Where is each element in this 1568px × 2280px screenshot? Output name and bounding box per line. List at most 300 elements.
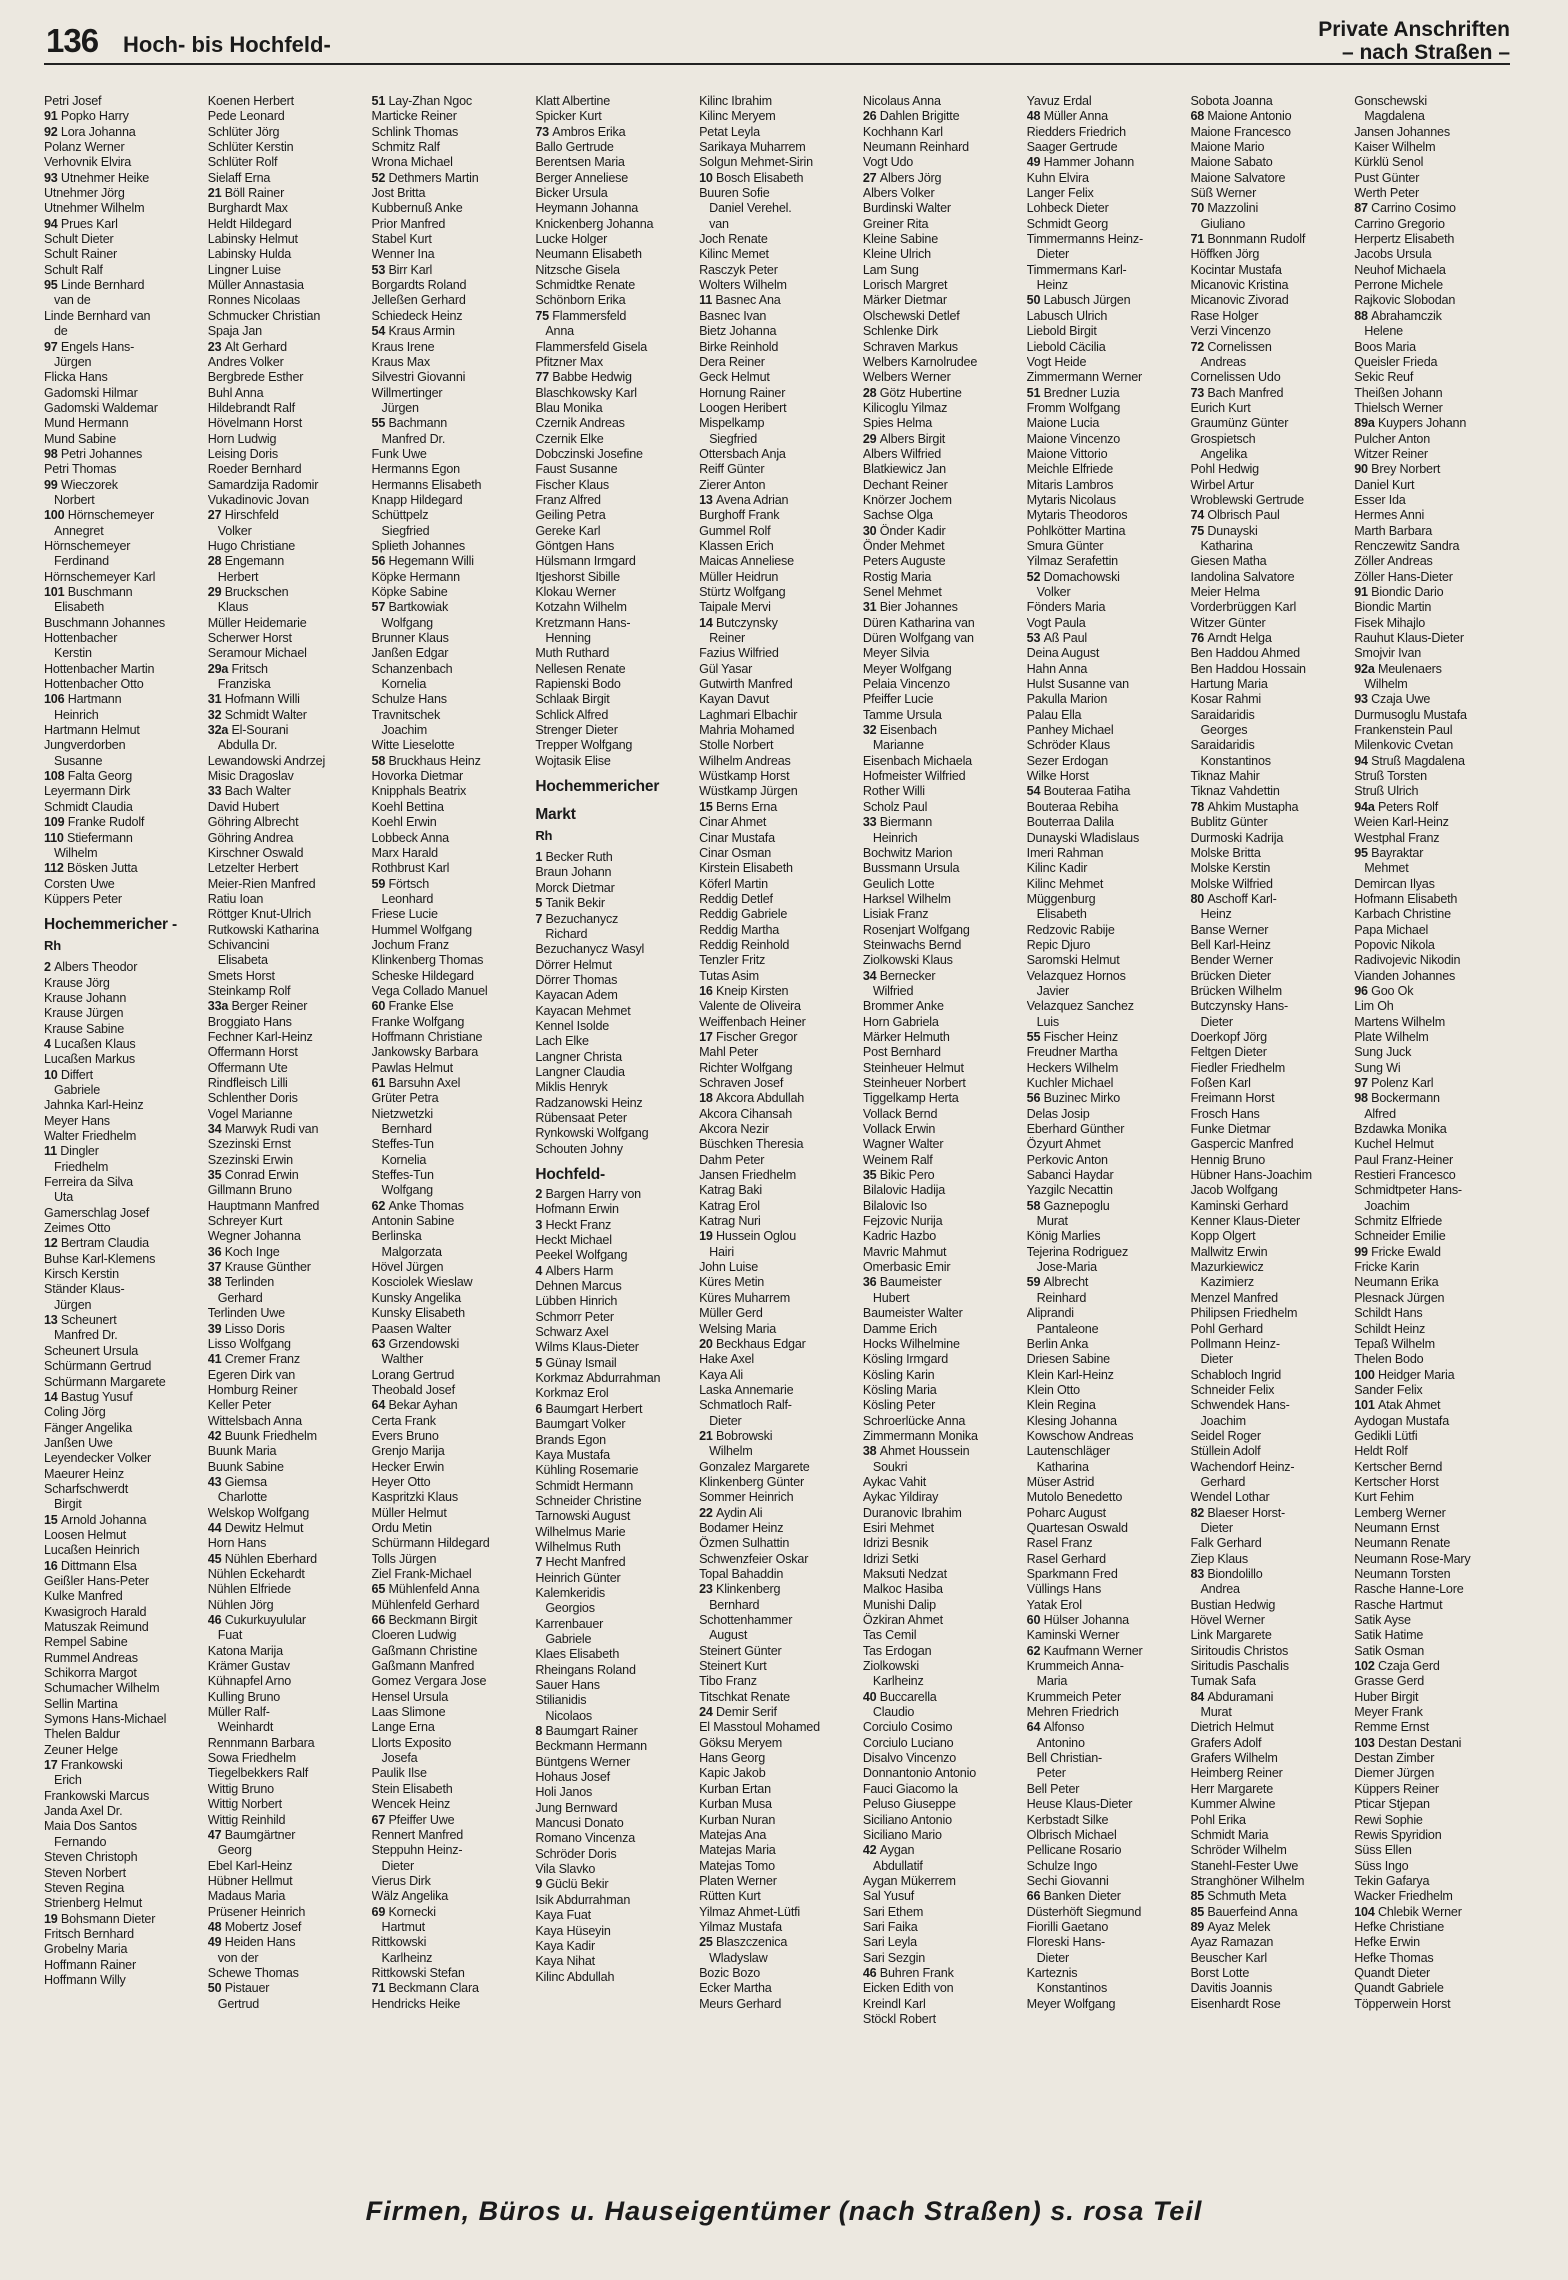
list-item: Herpertz Elisabeth [1354,232,1455,247]
list-item: Tutas Asim [699,968,759,983]
list-item: Peekel Wolfgang [535,1248,628,1263]
list-item: Stürtz Wolfgang [699,585,786,599]
list-item: Kosciolek Wieslaw [371,1275,473,1290]
list-item-continuation: Henning [545,631,591,646]
house-number: 17 [44,1758,61,1773]
list-item: Pohl Erika [1190,1812,1246,1827]
list-item: Müller Ralf- [207,1705,270,1720]
house-number: 80 [1190,891,1208,906]
list-item: 102 Czaja Gerd [1354,1659,1440,1674]
list-item: 16 Kneip Kirsten [699,983,789,998]
list-item: Kösling Karin [862,1367,935,1382]
list-item: Neumann Renate [1354,1536,1451,1551]
list-item: Krummeich Peter [1026,1689,1121,1704]
house-number: 106 [44,692,68,707]
list-item: Göntgen Hans [535,538,615,553]
list-item: Eisenbach Michaela [862,753,972,768]
list-item: Pellicane Rosario [1026,1843,1122,1858]
list-item: Gül Yasar [699,661,753,676]
list-item: Dera Reiner [699,354,765,369]
list-item: Durmoski Kadrija [1190,830,1284,845]
list-item: Fiorilli Gaetano [1026,1919,1109,1934]
list-item: Lohbeck Dieter [1026,201,1109,216]
list-item-continuation: Heinrich [872,830,918,845]
list-item: Fazius Wilfried [699,646,779,661]
list-item-continuation: Murat [1036,1214,1068,1229]
house-number: 64 [1026,1720,1044,1735]
list-item: Falk Gerhard [1190,1536,1262,1551]
list-item: Maione Francesco [1190,124,1291,139]
list-item-continuation: Joachim [381,723,428,738]
list-item-continuation: Uta [54,1190,73,1205]
house-number: 70 [1190,201,1208,216]
list-item: Steven Norbert [44,1865,126,1880]
list-item: 12 Bertram Claudia [44,1236,149,1251]
list-item: Zeuner Helge [44,1742,118,1757]
list-item: 39 Lisso Doris [207,1321,285,1336]
list-item: Reddig Reinhold [699,937,790,952]
list-item: Geck Helmut [699,370,770,385]
list-item: Klinkenberg Günter [699,1474,805,1489]
list-item: 69 Kornecki [371,1904,436,1919]
list-item: Berger Anneliese [535,170,629,185]
list-item: Micanovic Kristina [1190,278,1289,293]
section-title [1318,18,1510,64]
list-item: Schmitz Elfriede [1354,1214,1443,1229]
house-number: 19 [699,1229,717,1244]
list-item: Göhring Albrecht [207,815,299,830]
list-item: Hövelmann Horst [207,416,303,431]
list-item: Bietz Johanna [699,324,777,339]
list-item: Davitis Joannis [1190,1981,1273,1996]
list-item-continuation: Murat [1200,1705,1232,1720]
list-item-continuation: Claudio [872,1705,915,1720]
house-number: 60 [1026,1613,1044,1628]
list-item: Janßen Uwe [44,1435,113,1450]
list-item: 77 Babbe Hedwig [535,370,632,385]
list-item: Hefke Thomas [1354,1950,1434,1965]
list-item: 49 Heiden Hans [207,1935,296,1950]
list-item: Fiedler Friedhelm [1190,1060,1286,1075]
list-item: Krause Johann [44,990,127,1005]
list-item: Welskop Wolfgang [207,1505,310,1520]
list-item-continuation: Reinhard [1036,1290,1087,1305]
list-item: Fisek Mihajlo [1354,615,1426,630]
directory-column-1 [44,94,202,2184]
list-item: Steppuhn Heinz- [371,1843,463,1858]
list-item: 45 Nühlen Eberhard [207,1551,317,1566]
list-item: Janda Axel Dr. [44,1804,123,1819]
list-item: Papa Michael [1354,922,1429,937]
house-number: 77 [535,370,553,385]
list-item: Schwendek Hans- [1190,1398,1290,1413]
list-item: Cloeren Ludwig [371,1628,457,1643]
list-item: Joch Renate [699,232,768,247]
house-number: 76 [1190,631,1208,646]
house-number: 49 [1026,155,1044,170]
list-item: Koehl Bettina [371,799,444,814]
list-item: Vierus Dirk [371,1873,431,1888]
house-number: 10 [699,170,717,185]
list-item: Burdinski Walter [862,201,951,216]
list-item: Sparkmann Fred [1026,1567,1118,1581]
list-item: Ziep Klaus [1190,1551,1248,1566]
list-item: 47 Baumgärtner [207,1827,296,1842]
list-item: Vollack Bernd [862,1106,938,1121]
list-item: Hans Georg [699,1751,766,1766]
list-item: Welbers Werner [862,370,951,385]
list-item: Steinwachs Bernd [862,937,962,952]
list-item: 108 Falta Georg [44,769,133,784]
house-number: 55 [371,416,389,431]
list-item: Hermanns Elisabeth [371,477,482,492]
list-item: Kleine Sabine [862,232,938,247]
list-item: Kosar Rahmi [1190,692,1262,707]
list-item: Heldt Hildegard [207,216,292,231]
list-item: Rempel Sabine [44,1635,128,1650]
list-item: Brücken Dieter [1190,968,1271,983]
house-number: 54 [1026,784,1044,799]
list-item: Samardzija Radomir [207,477,319,492]
list-item: Liebold Cäcilia [1026,339,1106,354]
list-item: Thelen Bodo [1354,1352,1424,1367]
list-item: Schult Rainer [44,247,117,262]
list-item: Llorts Exposito [371,1735,452,1750]
list-item: Hermes Anni [1354,508,1425,523]
house-number: 14 [44,1389,61,1404]
list-item: 58 Gaznepoglu [1026,1198,1110,1213]
list-item: Zimmermann Monika [862,1428,978,1443]
list-item: Vorderbrüggen Karl [1190,600,1297,615]
list-item: 56 Buzinec Mirko [1026,1091,1121,1106]
house-number: 69 [371,1904,389,1919]
list-item: 83 Biondolillo [1190,1567,1263,1581]
list-item: Meyer Wolfgang [1026,1996,1116,2011]
list-item: 96 Goo Ok [1354,983,1414,998]
house-number: 36 [862,1275,880,1290]
house-number: 50 [1026,293,1044,308]
list-item: Gamerschlag Josef [44,1205,150,1220]
list-item-continuation: van [709,216,729,231]
list-item: Küres Muharrem [699,1290,791,1305]
list-item: Rittkowski [371,1935,427,1950]
list-item: Pohl Hedwig [1190,462,1259,477]
list-item-continuation: Ferdinand [54,554,109,569]
list-item: 15 Arnold Johanna [44,1512,147,1527]
house-number: 44 [207,1520,225,1535]
house-number: 16 [699,983,717,998]
list-item: 53 Aß Paul [1026,631,1087,646]
list-item: 18 Akcora Abdullah [699,1091,805,1106]
list-item: 73 Ambros Erika [535,124,626,139]
house-number: 90 [1354,462,1372,477]
list-item: Labinsky Helmut [207,232,298,247]
list-item: Lam Sung [862,262,919,277]
list-item: Yilmaz Mustafa [699,1919,782,1934]
list-item: Morck Dietmar [535,880,615,895]
list-item: Bublitz Günter [1190,815,1268,830]
list-item: 26 Dahlen Brigitte [862,109,960,124]
street-heading: Hochfeld- [535,1166,605,1183]
list-item: Hottenbacher Martin [44,661,155,676]
list-item-continuation: Reiner [709,631,746,646]
list-item: Ziolkowski [862,1659,919,1674]
list-item: Hövel Werner [1190,1613,1265,1628]
list-item: Fejzovic Nurija [862,1214,943,1229]
list-item: Molske Wilfried [1190,876,1273,891]
list-item: Olschewski Detlef [862,308,960,323]
list-item: Grenjo Marija [371,1444,445,1459]
list-item: Meyer Frank [1354,1705,1423,1720]
house-number: 37 [207,1260,225,1275]
list-item: Mytaris Theodoros [1026,508,1128,523]
list-item: Idrizi Besnik [862,1536,929,1551]
list-item: Lucke Holger [535,232,608,247]
list-item: Kretzmann Hans- [535,615,631,630]
list-item: Jacob Wolfgang [1190,1183,1278,1198]
house-number: 58 [1026,1198,1044,1213]
list-item: Meyer Wolfgang [862,661,952,676]
house-number: 99 [44,477,61,492]
house-number: 24 [699,1705,717,1720]
list-item: Pelaia Vincenzo [862,677,950,692]
list-item: Stein Elisabeth [371,1781,453,1796]
list-item: Seidel Roger [1190,1428,1261,1443]
list-item: 72 Cornelissen [1190,339,1272,354]
list-item: Polanz Werner [44,140,125,155]
list-item: Hildebrandt Ralf [207,400,295,415]
list-item-continuation: Volker [1036,585,1071,599]
list-item: Jansen Friedhelm [699,1168,797,1183]
list-item: Mytaris Nicolaus [1026,492,1116,507]
list-item-continuation: Helene [1364,324,1403,339]
list-item: Röttger Knut-Ulrich [207,907,312,922]
house-number: 65 [371,1582,389,1597]
list-item: Schult Ralf [44,262,103,277]
list-item: Schulze Hans [371,692,447,707]
list-item: Kayacan Mehmet [535,1003,631,1018]
list-item: Grafers Wilhelm [1190,1751,1278,1766]
house-number: 42 [862,1843,880,1858]
list-item: Hendricks Heike [371,1996,461,2011]
list-item: Jochum Franz [371,937,449,952]
list-item: 11 Basnec Ana [699,293,781,308]
list-item: Witzer Reiner [1354,446,1428,461]
list-item: Hohaus Josef [535,1770,610,1785]
list-item-continuation: Dieter [1036,1950,1070,1965]
list-item: 14 Butczynsky [699,615,778,630]
list-item: Mehren Friedrich [1026,1705,1119,1720]
list-item: Schneider Emilie [1354,1229,1446,1244]
list-item: 75 Dunayski [1190,523,1258,538]
list-item: 112 Bösken Jutta [44,861,138,876]
list-item: 97 Engels Hans- [44,339,135,354]
list-item: Bender Werner [1190,953,1274,968]
list-item: Lange Erna [371,1720,435,1735]
list-item: Steinert Günter [699,1643,782,1658]
list-item: Kennel Isolde [535,1018,610,1033]
list-item: Schlüter Rolf [207,155,278,170]
list-item: 50 Pistauer [207,1981,270,1996]
list-item: El Masstoul Mohamed [699,1720,820,1735]
list-item: Aygan Mükerrem [862,1873,956,1888]
list-item: 4 Lucaßen Klaus [44,1036,136,1051]
header-rule [44,63,1510,65]
list-item: Meier Helma [1190,585,1260,599]
house-number: 28 [207,554,225,569]
list-item: Wilke Horst [1026,769,1089,784]
list-item: Klokau Werner [535,585,616,599]
list-item: Titschkat Renate [699,1689,790,1704]
list-item-continuation: Norbert [54,492,95,507]
list-item: Leyermann Dirk [44,784,131,799]
list-item: Hülsmann Irmgard [535,554,636,569]
list-item: 49 Hammer Johann [1026,155,1135,170]
list-item: Schmorr Peter [535,1309,614,1324]
list-item: Coling Jörg [44,1405,106,1420]
list-item: Topal Bahaddin [699,1567,784,1581]
list-item: Geißler Hans-Peter [44,1573,149,1588]
house-number: 57 [371,600,389,615]
list-item: Pohlkötter Martina [1026,523,1126,538]
list-item: Kühnapfel Arno [207,1674,292,1689]
list-item: Hövel Jürgen [371,1260,444,1275]
list-item: Bergbrede Esther [207,370,304,385]
list-item: Riedders Friedrich [1026,124,1126,139]
list-item: Frankenstein Paul [1354,723,1453,738]
list-item: Rindfleisch Lilli [207,1076,288,1090]
list-item: Katrag Baki [699,1183,763,1198]
house-number: 92a [1354,661,1378,676]
list-item: Müser Astrid [1026,1474,1095,1489]
house-number: 7 [535,911,546,926]
list-item: Doerkopf Jörg [1190,1029,1267,1044]
list-item: Funke Dietmar [1190,1122,1271,1137]
list-item: 50 Labusch Jürgen [1026,293,1131,308]
list-item: Franz Alfred [535,492,601,507]
list-item: Durmusoglu Mustafa [1354,707,1467,722]
list-item: Ronnes Nicolaas [207,293,300,308]
list-item: 27 Hirschfeld [207,508,279,523]
list-item: Frankowski Marcus [44,1788,150,1803]
list-item: Cornelissen Udo [1190,370,1281,385]
list-item: Grasse Gerd [1354,1674,1425,1689]
list-item: Faust Susanne [535,462,618,477]
house-number: 40 [862,1689,880,1704]
list-item-continuation: Bernhard [381,1122,432,1137]
house-number: 22 [699,1505,717,1520]
list-item: Molske Kerstin [1190,861,1271,876]
list-item-continuation: Gertrud [217,1996,260,2011]
list-item: Matuszak Reimund [44,1620,149,1634]
list-item: Tekin Gafarya [1354,1873,1430,1888]
list-item: Demircan Ilyas [1354,876,1435,891]
list-item: Klatt Albertine [535,94,611,108]
list-item: 36 Baumeister [862,1275,942,1290]
list-item: Lewandowski Andrzej [207,753,326,768]
list-item: Evers Bruno [371,1428,439,1443]
list-item: Panhey Michael [1026,723,1114,738]
house-number: 108 [44,769,68,784]
list-item-continuation: Herbert [217,569,259,584]
list-item: Petri Josef [44,94,102,108]
list-item: Paulik Ilse [371,1766,427,1781]
list-item: Idrizi Setki [862,1551,919,1566]
list-item: Klein Karl-Heinz [1026,1367,1114,1382]
list-item: Lobbeck Anna [371,830,449,845]
list-item: Schanzenbach [371,661,453,676]
list-item: Aydogan Mustafa [1354,1413,1450,1428]
list-item: Schouten Johny [535,1141,623,1156]
list-item: Jansen Johannes [1354,124,1450,139]
list-item: Spicker Kurt [535,109,602,124]
list-item: Renczewitz Sandra [1354,538,1460,553]
list-item: 51 Bredner Luzia [1026,385,1120,400]
list-item: Foßen Karl [1190,1076,1251,1090]
list-item: Kirstein Elisabeth [699,861,793,876]
house-number: 2 [535,1187,546,1201]
house-number: 13 [699,492,717,507]
list-item: Weiffenbach Heiner [699,1014,806,1029]
list-item-continuation: Kerstin [54,646,92,661]
list-item: Stöckl Robert [862,2011,936,2026]
list-item: Aykac Yildiray [862,1490,939,1505]
house-number: 41 [207,1352,225,1367]
list-item: Laas Slimone [371,1705,446,1720]
list-item-continuation: Abdulla Dr. [217,738,278,753]
list-item: Hoffmann Willy [44,1972,126,1987]
list-item: Knapp Hildegard [371,492,463,507]
list-item: Kocintar Mustafa [1190,262,1282,277]
list-item: Wenner Ina [371,247,435,262]
list-item: Köferl Martin [699,876,768,891]
house-number: 26 [862,109,880,124]
list-item: Schulze Ingo [1026,1858,1098,1873]
house-number: 98 [1354,1091,1372,1106]
list-item: Quartesan Oswald [1026,1520,1128,1535]
list-item: 44 Dewitz Helmut [207,1520,304,1535]
list-item: 53 Birr Karl [371,262,433,277]
list-item: Marth Barbara [1354,523,1433,538]
house-number: 21 [207,186,225,201]
list-item: Burghoff Frank [699,508,780,523]
list-item-continuation: Hubert [872,1290,910,1305]
house-number: 3 [535,1217,546,1232]
list-item: 71 Beckmann Clara [371,1981,479,1996]
list-item: Egeren Dirk van [207,1367,296,1382]
list-item: Zimmermann Werner [1026,370,1142,385]
list-item: 54 Kraus Armin [371,324,455,339]
list-item: Stanehl-Fester Uwe [1190,1858,1299,1873]
list-item: Blaschkowsky Karl [535,385,637,400]
list-item: Mahria Mohamed [699,723,795,738]
list-item: Dörrer Thomas [535,972,618,987]
house-number: 35 [207,1168,225,1183]
list-item: Steinheuer Norbert [862,1076,966,1090]
list-item-continuation: Heinz [1036,278,1068,293]
house-number: 58 [371,753,389,768]
street-heading: Markt [535,806,576,824]
list-item: Broggiato Hans [207,1014,292,1029]
list-item: Schneider Felix [1190,1382,1275,1397]
list-item: Reddig Detlef [699,891,773,906]
list-item: Janßen Edgar [371,646,449,661]
list-item: Hübner Hans-Joachim [1190,1168,1312,1183]
list-item: Pfitzner Max [535,354,603,369]
list-item: Butczynsky Hans- [1190,999,1289,1014]
list-item: Göhring Andrea [207,830,294,845]
list-item: Rothbrust Karl [371,861,450,876]
